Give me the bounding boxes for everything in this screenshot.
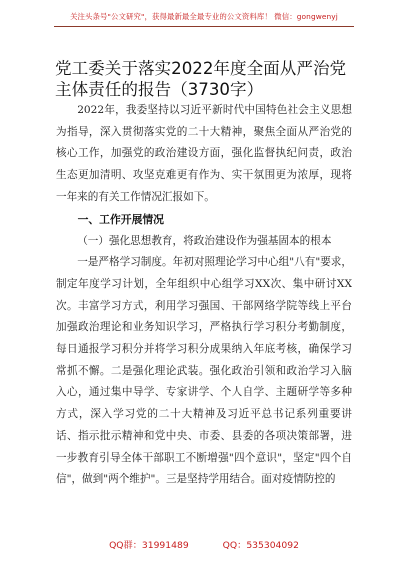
body-paragraph: 一是严格学习制度。年初对照理论学习中心组"八有"要求，制定年度学习计划，全年组织中心组学习XX次、集中研讨XX次。丰富学习方式，利用学习强国、干部网络学院等线上平台加强政治理论和业务知识学习，严格执行学习积分考勤制度，每日通报学习积分并将学习积分成果纳入年底考核，确保学习常抓不懈。二是强化理论武装。强化政治引领和政治学习入脑入心，通过集中导学、专家讲学、个人自学、主题研学等多种方式，深入学习党的二十大精神及习近平总书记系列重要讲话、指示批示精神和党中央、市委、县委的各项决策部署，进一步教育引导全体干部职工不断增强"四个意识"，坚定"四个自信"，做到"两个维护"。三是坚持学用结合。面对疫情防控的 (56, 256, 352, 486)
footer-qq: QQ：535304092 (222, 540, 299, 551)
subsection-heading: （一）强化思想教育，将政治建设作为强基固本的根本 (77, 234, 332, 247)
intro-paragraph: 2022年，我委坚持以习近平新时代中国特色社会主义思想为指导，深入贯彻落实党的二十大精神，聚焦全面从严治党的核心工作，加强党的政治建设方面，强化监督执纪问责，政治生态更加清明、攻坚克难更有作为、实干氛围更为浓厚，现将一年来的有关工作情况汇报如下。 (56, 104, 352, 203)
document-body (56, 100, 352, 491)
footer (0, 533, 408, 555)
document-title: 党工委关于落实2022年度全面从严治党主体责任的报告（3730字） (55, 59, 347, 99)
section-heading: 一、工作开展情况 (77, 212, 164, 226)
header-banner (54, 6, 354, 27)
footer-qq-group: QQ群：31991489 (109, 540, 189, 551)
header-banner-text: 关注头条号"公文研究"，获得最新最全最专业的公文资料库！ 微信：gongwenyj (70, 11, 338, 21)
